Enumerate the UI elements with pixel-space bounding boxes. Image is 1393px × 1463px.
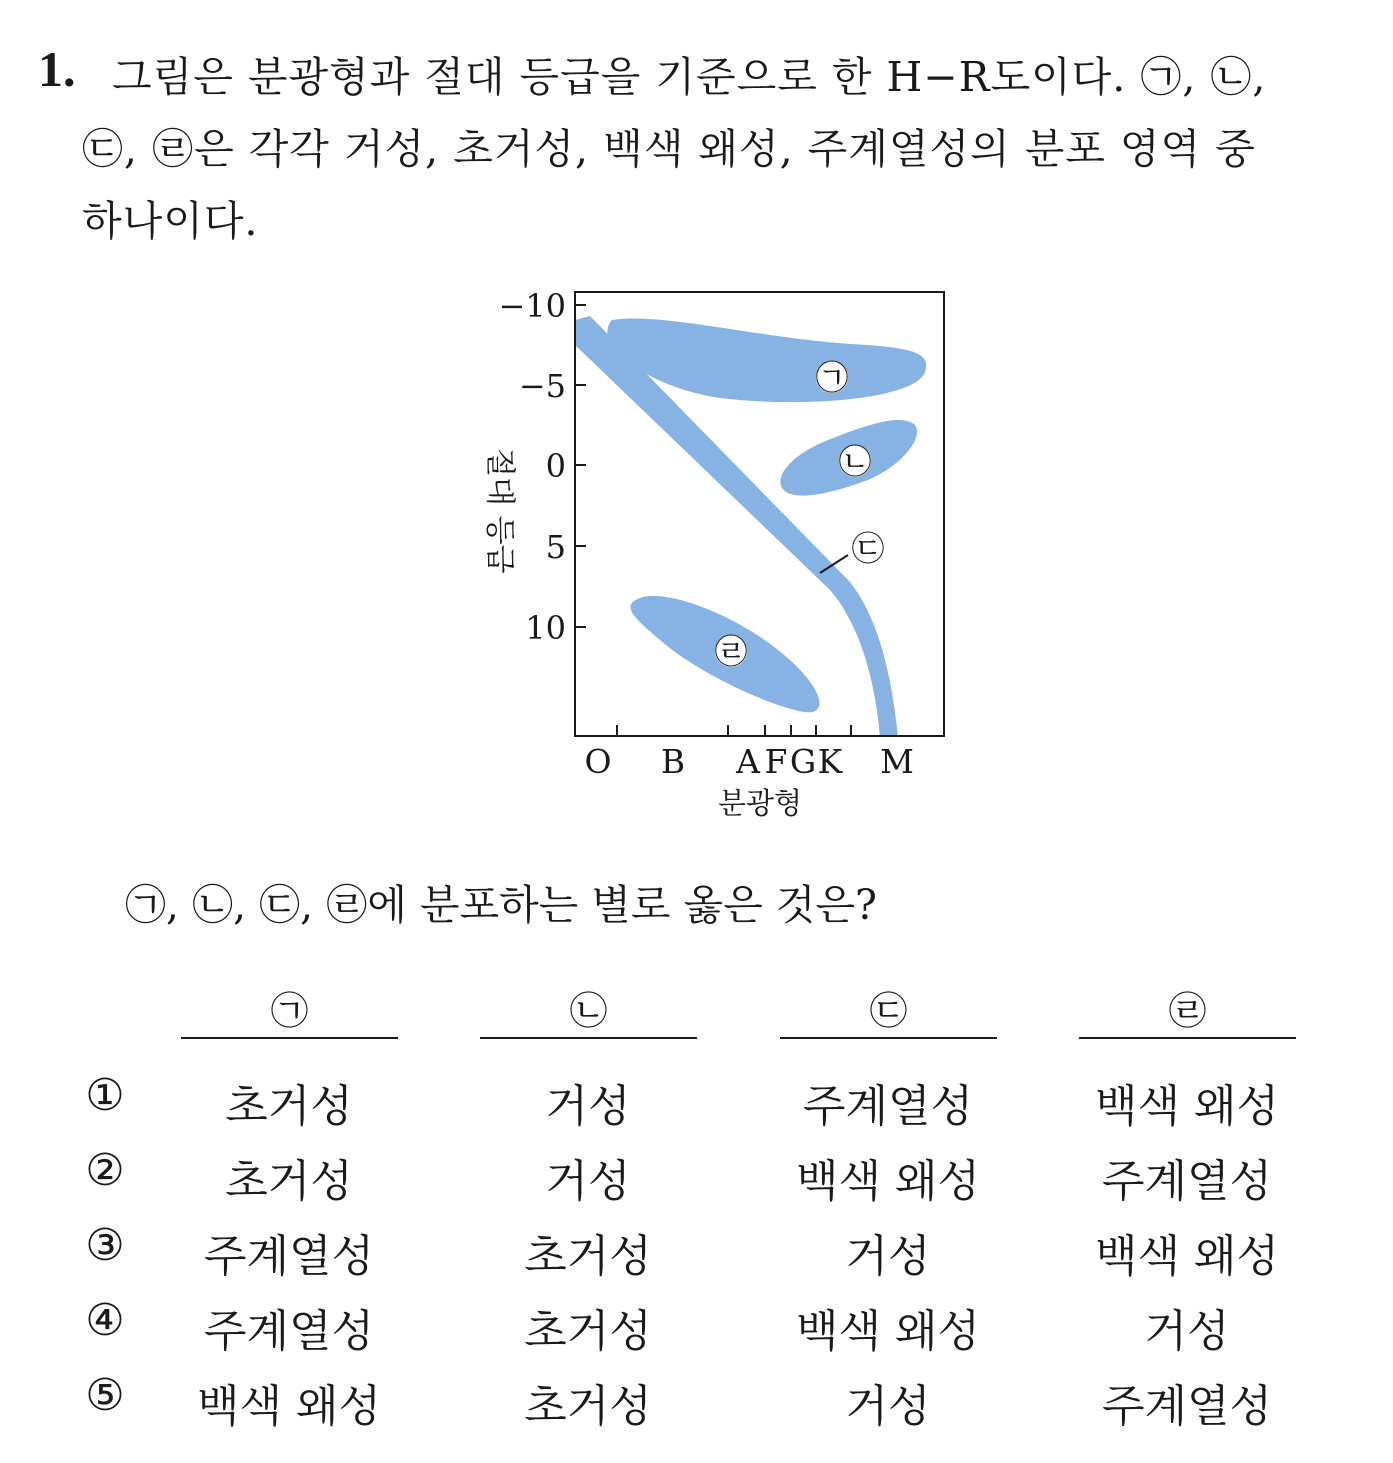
question-line-1: 그림은 분광형과 절대 등급을 기준으로 한 H−R도이다. ㉠, ㉡, xyxy=(112,53,1267,101)
x-tick-label: K xyxy=(817,742,843,781)
question-line-2: ㉢, ㉣은 각각 거성, 초거성, 백색 왜성, 주계열성의 분포 영역 중 xyxy=(82,125,1256,173)
y-tick-label: 5 xyxy=(545,528,566,566)
header-rule xyxy=(780,1037,997,1039)
choice-cell: 백색 왜성 xyxy=(795,1156,980,1207)
y-tick-label: −10 xyxy=(498,287,566,325)
hr-diagram xyxy=(470,280,950,830)
region-label-a: ㉠ xyxy=(815,358,849,397)
choice-cell: 주계열성 xyxy=(1101,1156,1272,1207)
choice-cell: 주계열성 xyxy=(802,1081,973,1132)
choice-cell: 백색 왜성 xyxy=(795,1306,980,1357)
header-rule xyxy=(1079,1037,1296,1039)
header-rule xyxy=(181,1037,398,1039)
column-header-c: ㉢ xyxy=(869,989,908,1033)
x-tick-label: G xyxy=(789,742,817,781)
choice-cell: 주계열성 xyxy=(203,1306,374,1357)
region-label-d: ㉣ xyxy=(714,632,748,671)
y-axis-label: 절대 등급 xyxy=(482,448,517,574)
choice-cell: 초거성 xyxy=(225,1156,353,1207)
choice-cell: 주계열성 xyxy=(203,1231,374,1282)
choice-cell: 초거성 xyxy=(524,1381,652,1432)
choice-cell: 초거성 xyxy=(524,1306,652,1357)
choice-cell: 주계열성 xyxy=(1101,1381,1272,1432)
choice-cell: 거성 xyxy=(845,1231,931,1282)
choice-cell: 백색 왜성 xyxy=(1094,1081,1279,1132)
choice-cell: 거성 xyxy=(545,1156,631,1207)
y-tick-label: 10 xyxy=(525,609,566,647)
choice-number[interactable]: ③ xyxy=(85,1220,125,1271)
choice-cell: 거성 xyxy=(1144,1306,1230,1357)
x-axis-label: 분광형 xyxy=(717,786,803,820)
x-tick-label: F xyxy=(764,742,788,781)
choice-cell: 거성 xyxy=(545,1081,631,1132)
choice-number[interactable]: ① xyxy=(85,1070,125,1121)
choice-cell: 초거성 xyxy=(524,1231,652,1282)
x-tick-label: M xyxy=(880,742,914,781)
choice-number[interactable]: ② xyxy=(85,1145,125,1196)
choice-cell: 백색 왜성 xyxy=(1094,1231,1279,1282)
region-label-c: ㉢ xyxy=(851,529,885,568)
y-tick-label: −5 xyxy=(518,367,566,405)
header-rule xyxy=(480,1037,697,1039)
y-tick-label: 0 xyxy=(545,447,566,485)
choice-cell: 거성 xyxy=(845,1381,931,1432)
question-line-3: 하나이다. xyxy=(82,197,259,245)
column-header-b: ㉡ xyxy=(569,989,608,1033)
choice-cell: 초거성 xyxy=(225,1081,353,1132)
choice-number[interactable]: ⑤ xyxy=(85,1370,125,1421)
region-label-b: ㉡ xyxy=(838,442,872,481)
question-number: 1. xyxy=(38,41,76,97)
x-tick-label: A xyxy=(736,742,760,781)
prompt-text: ㉠, ㉡, ㉢, ㉣에 분포하는 별로 옳은 것은? xyxy=(125,881,877,929)
column-header-d: ㉣ xyxy=(1168,989,1207,1033)
x-tick-label: O xyxy=(584,742,612,781)
choice-cell: 백색 왜성 xyxy=(196,1381,381,1432)
column-header-a: ㉠ xyxy=(270,989,309,1033)
x-tick-label: B xyxy=(660,742,686,781)
x-ticks xyxy=(617,725,851,736)
choice-number[interactable]: ④ xyxy=(85,1295,125,1346)
